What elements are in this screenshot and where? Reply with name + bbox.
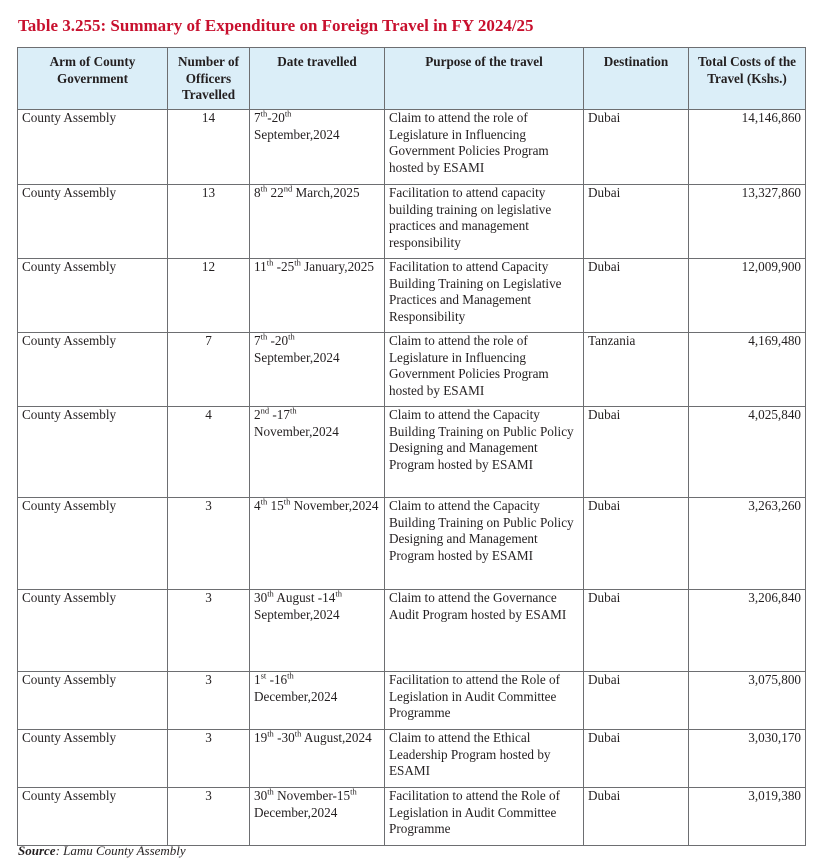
date-cell: 11th -25th January,2025: [250, 259, 385, 333]
arm-cell: County Assembly: [18, 672, 168, 730]
arm-cell: County Assembly: [18, 110, 168, 185]
destination-cell: Dubai: [584, 730, 689, 788]
purpose-cell: Facilitation to attend the Role of Legislation in Audit Committee Programme: [385, 672, 584, 730]
cost-cell: 3,263,260: [689, 498, 806, 590]
table-row: [18, 788, 806, 846]
destination-cell: Dubai: [584, 110, 689, 185]
arm-cell: County Assembly: [18, 730, 168, 788]
arm-cell: County Assembly: [18, 590, 168, 672]
header-cost: Total Costs of the Travel (Kshs.): [689, 48, 806, 110]
header-officers: Number of Officers Travelled: [168, 48, 250, 110]
cost-cell: 3,030,170: [689, 730, 806, 788]
purpose-cell: Claim to attend the Capacity Building Training on Public Policy Designing and Management Program hosted by ESAMI: [385, 498, 584, 590]
date-cell: 7th -20th September,2024: [250, 333, 385, 407]
purpose-cell: Claim to attend the Capacity Building Training on Public Policy Designing and Management Program hosted by ESAMI: [385, 407, 584, 498]
table-row: [18, 259, 806, 333]
table-header-row: [18, 48, 806, 110]
cost-cell: 3,206,840: [689, 590, 806, 672]
date-cell: 1st -16th December,2024: [250, 672, 385, 730]
purpose-cell: Claim to attend the role of Legislature in Influencing Government Policies Program hosted by ESAMI: [385, 333, 584, 407]
officers-cell: 7: [168, 333, 250, 407]
arm-cell: County Assembly: [18, 498, 168, 590]
officers-cell: 3: [168, 788, 250, 846]
destination-cell: Tanzania: [584, 333, 689, 407]
table-title: Table 3.255: Summary of Expenditure on Foreign Travel in FY 2024/25: [18, 16, 534, 35]
date-cell: 30th November-15th December,2024: [250, 788, 385, 846]
date-cell: 7th-20th September,2024: [250, 110, 385, 185]
cost-cell: 3,075,800: [689, 672, 806, 730]
cost-cell: 4,169,480: [689, 333, 806, 407]
purpose-cell: Facilitation to attend capacity building training on legislative practices and management responsibility: [385, 185, 584, 259]
arm-cell: County Assembly: [18, 259, 168, 333]
arm-cell: County Assembly: [18, 788, 168, 846]
table-row: [18, 672, 806, 730]
purpose-cell: Facilitation to attend the Role of Legislation in Audit Committee Programme: [385, 788, 584, 846]
purpose-cell: Claim to attend the Governance Audit Program hosted by ESAMI: [385, 590, 584, 672]
destination-cell: Dubai: [584, 788, 689, 846]
date-cell: 4th 15th November,2024: [250, 498, 385, 590]
arm-cell: County Assembly: [18, 333, 168, 407]
table-row: [18, 730, 806, 788]
arm-cell: County Assembly: [18, 407, 168, 498]
destination-cell: Dubai: [584, 590, 689, 672]
cost-cell: 13,327,860: [689, 185, 806, 259]
table-row: [18, 185, 806, 259]
officers-cell: 14: [168, 110, 250, 185]
destination-cell: Dubai: [584, 259, 689, 333]
destination-cell: Dubai: [584, 672, 689, 730]
table-row: [18, 110, 806, 185]
cost-cell: 3,019,380: [689, 788, 806, 846]
destination-cell: Dubai: [584, 498, 689, 590]
purpose-cell: Facilitation to attend Capacity Building Training on Legislative Practices and Management Responsibility: [385, 259, 584, 333]
date-cell: 8th 22nd March,2025: [250, 185, 385, 259]
source-text: : Lamu County Assembly: [55, 843, 186, 858]
expenditure-table: [17, 47, 806, 846]
date-cell: 30th August -14th September,2024: [250, 590, 385, 672]
date-cell: 19th -30th August,2024: [250, 730, 385, 788]
table-row: [18, 498, 806, 590]
officers-cell: 4: [168, 407, 250, 498]
cost-cell: 4,025,840: [689, 407, 806, 498]
source-note: [18, 843, 186, 859]
source-label: Source: [18, 843, 56, 858]
table-row: [18, 407, 806, 498]
officers-cell: 13: [168, 185, 250, 259]
date-cell: 2nd -17th November,2024: [250, 407, 385, 498]
purpose-cell: Claim to attend the role of Legislature in Influencing Government Policies Program hosted by ESAMI: [385, 110, 584, 185]
cost-cell: 14,146,860: [689, 110, 806, 185]
header-arm: Arm of County Government: [18, 48, 168, 110]
table-row: [18, 333, 806, 407]
officers-cell: 3: [168, 672, 250, 730]
officers-cell: 3: [168, 498, 250, 590]
header-destination: Destination: [584, 48, 689, 110]
cost-cell: 12,009,900: [689, 259, 806, 333]
arm-cell: County Assembly: [18, 185, 168, 259]
destination-cell: Dubai: [584, 407, 689, 498]
header-date: Date travelled: [250, 48, 385, 110]
officers-cell: 3: [168, 590, 250, 672]
purpose-cell: Claim to attend the Ethical Leadership Program hosted by ESAMI: [385, 730, 584, 788]
officers-cell: 3: [168, 730, 250, 788]
destination-cell: Dubai: [584, 185, 689, 259]
table-row: [18, 590, 806, 672]
header-purpose: Purpose of the travel: [385, 48, 584, 110]
officers-cell: 12: [168, 259, 250, 333]
